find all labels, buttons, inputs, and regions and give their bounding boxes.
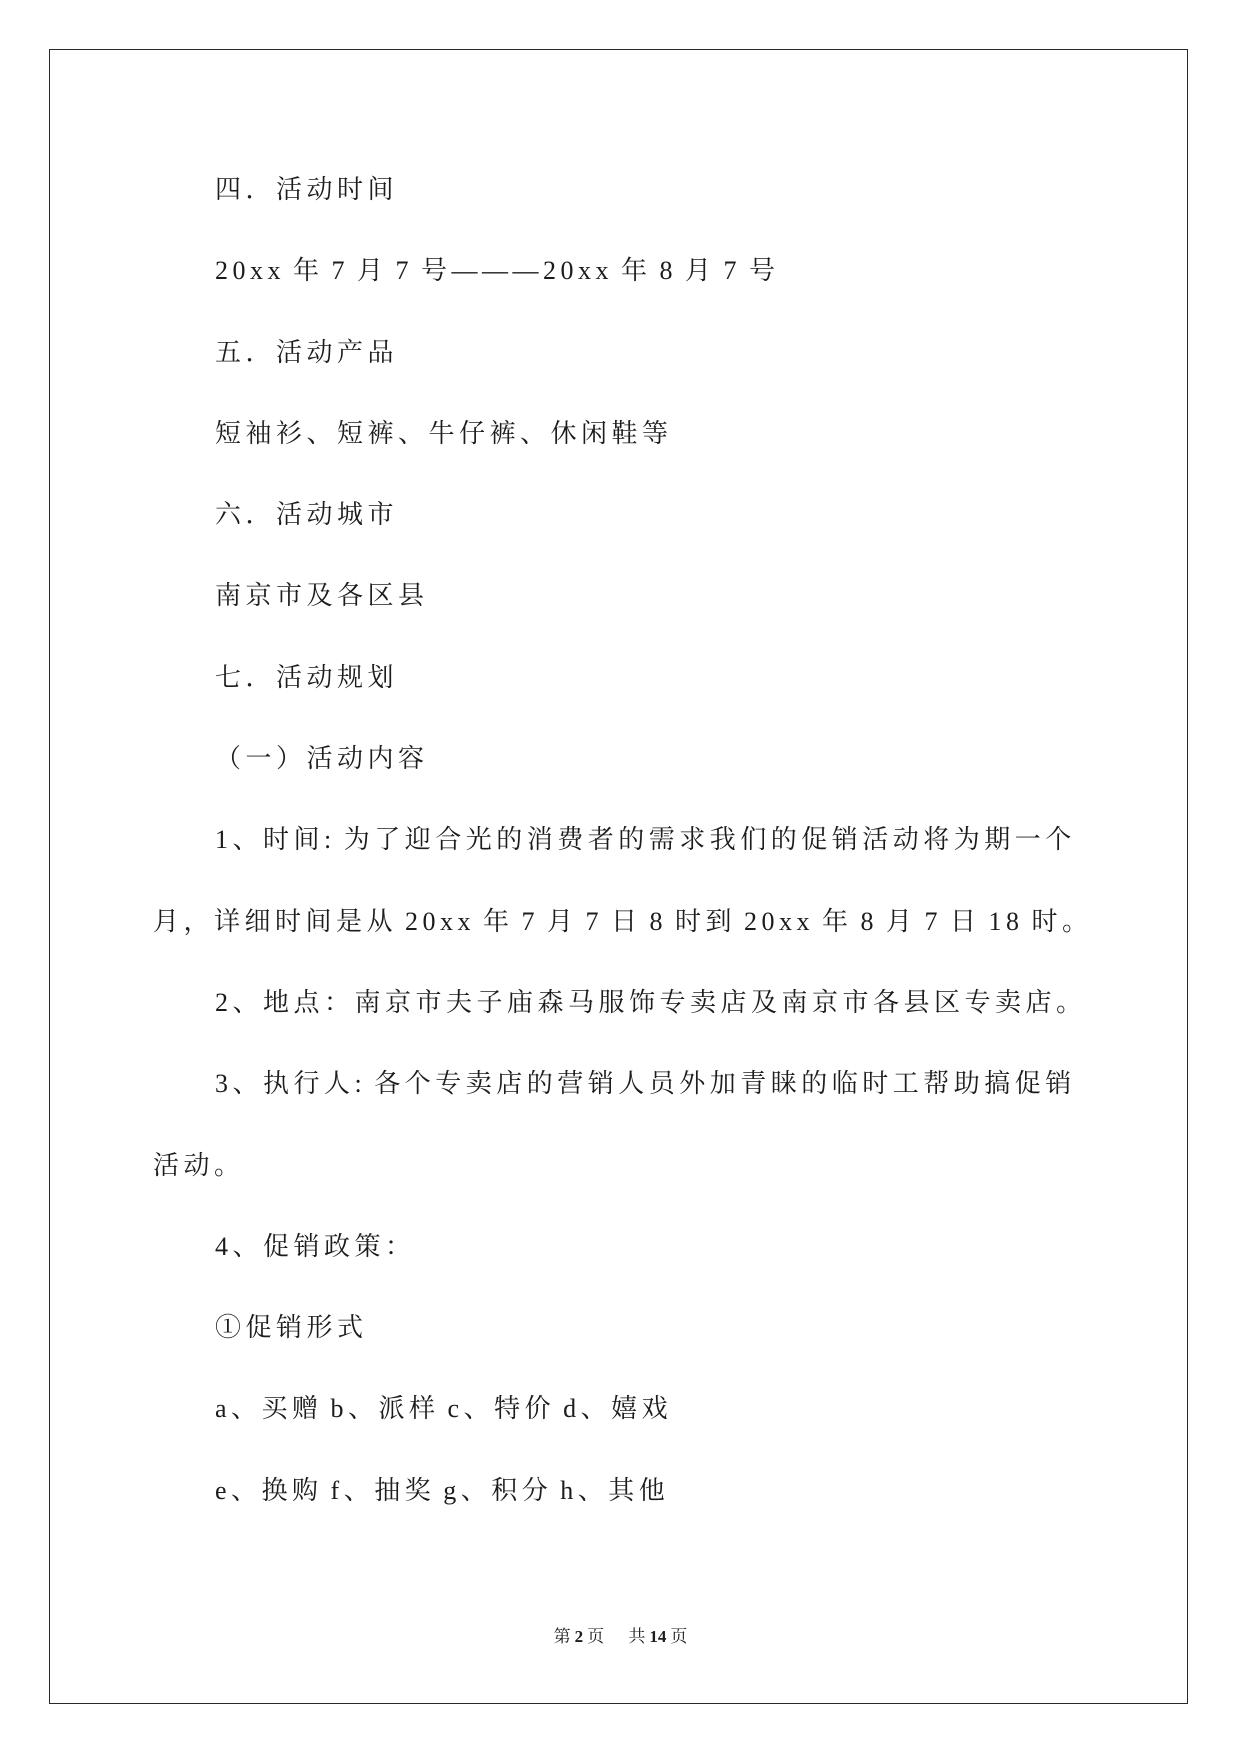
page-number-label bbox=[554, 1627, 609, 1646]
promo-form-heading: ①促销形式 bbox=[215, 1313, 368, 1343]
page-prefix: 第 bbox=[553, 1627, 571, 1646]
section-body: 20xx 年 7 月 7 号———20xx 年 8 月 7 号 bbox=[215, 256, 780, 286]
current-page-number: 2 bbox=[574, 1627, 584, 1646]
page-suffix: 页 bbox=[587, 1627, 605, 1646]
subsection-heading: （一）活动内容 bbox=[215, 744, 429, 774]
paragraph-line: 1、时间: 为了迎合光的消费者的需求我们的促销活动将为期一个 bbox=[215, 825, 1076, 855]
paragraph-line: 4、促销政策： bbox=[215, 1231, 416, 1261]
page-total-label bbox=[628, 1627, 687, 1646]
section-body: 短袖衫、短裤、牛仔裤、休闲鞋等 bbox=[215, 418, 673, 448]
section-heading: 五．活动产品 bbox=[215, 337, 399, 367]
total-pages-number: 14 bbox=[649, 1627, 667, 1646]
section-heading: 四．活动时间 bbox=[215, 175, 399, 204]
paragraph-continuation: 月，详细时间是从 20xx 年 7 月 7 日 8 时到 20xx 年 8 月 7 日 18 时。 bbox=[153, 906, 1093, 936]
promo-options-line: e、换购 f、抽奖 g、积分 h、其他 bbox=[215, 1475, 670, 1505]
page-footer bbox=[0, 1626, 1241, 1648]
paragraph-line: 3、执行人: 各个专卖店的营销人员外加青睐的临时工帮助搞促销 bbox=[215, 1069, 1076, 1099]
paragraph-line: 2、地点：南京市夫子庙森马服饰专卖店及南京市各县区专卖店。 bbox=[215, 987, 1087, 1017]
section-body: 南京市及各区县 bbox=[215, 581, 429, 611]
section-heading: 六．活动城市 bbox=[215, 500, 399, 530]
section-heading: 七．活动规划 bbox=[215, 662, 399, 692]
document-body bbox=[153, 149, 1173, 1531]
promo-options-line: a、买赠 b、派样 c、特价 d、嬉戏 bbox=[215, 1394, 673, 1424]
total-suffix: 页 bbox=[670, 1627, 688, 1646]
paragraph-continuation: 活动。 bbox=[153, 1150, 245, 1180]
total-prefix: 共 bbox=[628, 1627, 646, 1646]
